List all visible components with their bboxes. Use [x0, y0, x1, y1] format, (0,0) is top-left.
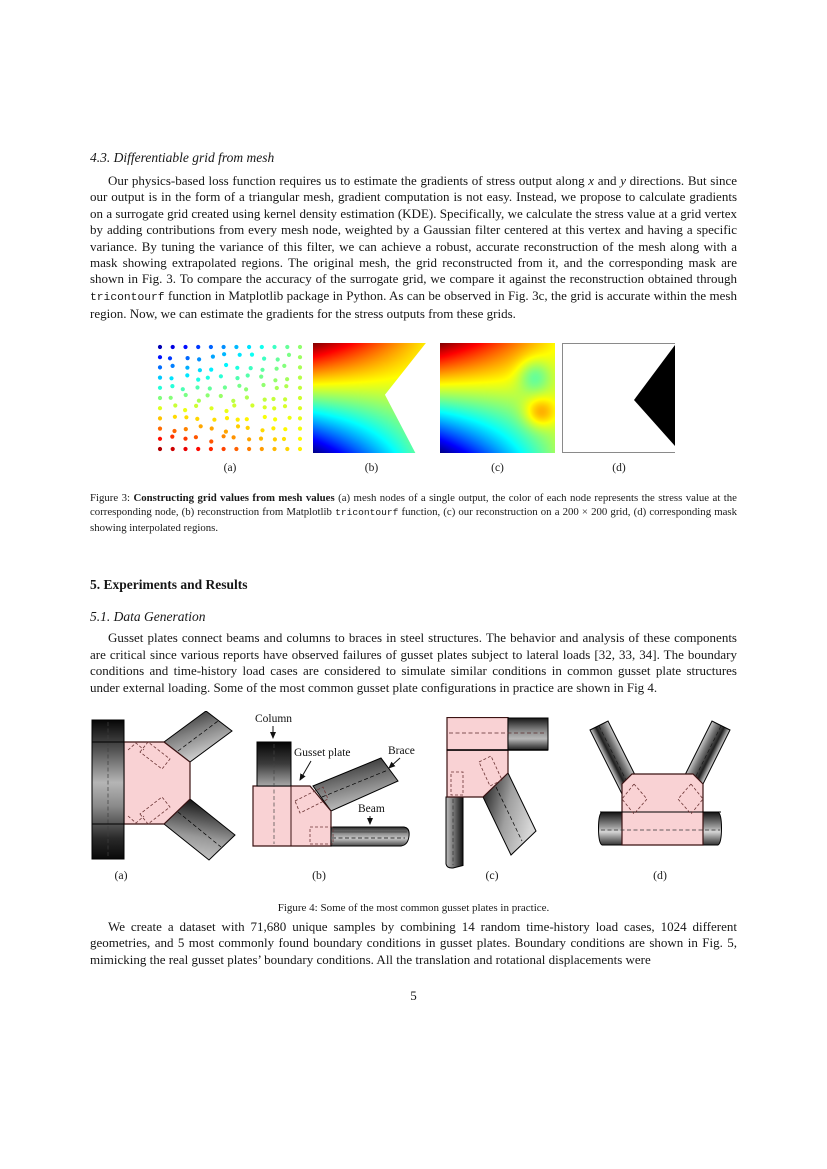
mesh-node-dot [259, 436, 263, 440]
mesh-node-dot [285, 447, 289, 451]
kde-grid-reconstruction [440, 343, 555, 453]
figure-3-label-d: (d) [612, 461, 626, 474]
mesh-node-dot [231, 398, 235, 402]
mesh-node-dot [219, 374, 223, 378]
p1-code-tricontourf: tricontourf [90, 291, 165, 304]
paragraph-5-1: Gusset plates connect beams and columns to braces in steel structures. The behavior and analysis of these components are critical since various reports have observed failures of gusset plates subject to lateral loads [32, 33, 34]. The boundary conditions and time-history load cases are considered to simulate similar conditions in common gusset plate structures under external loading. Some of the most common gusset plate configurations in practice are shown in Fig 4. [90, 630, 737, 695]
section-5-heading: 5. Experiments and Results [90, 577, 248, 593]
mesh-node-dot [194, 435, 198, 439]
paragraph-5-1-b: We create a dataset with 71,680 unique samples by combining 14 random time-history load cases, 1024 different geometries, and 5 most commonly found boundary conditions in gusset plates. Boundary conditions are shown in Fig. 5, mimicking the real gusset plates’ boundary conditions. All the translation and rotational displacements were [90, 919, 737, 967]
mesh-node-dot [273, 437, 277, 441]
mesh-node-dot [236, 417, 240, 421]
figure-3-label-c: (c) [491, 461, 504, 474]
mesh-node-dot [250, 352, 254, 356]
mesh-node-dot [171, 447, 175, 451]
section-5-1-heading: 5.1. Data Generation [90, 609, 206, 625]
mesh-node-dot [272, 406, 276, 410]
mesh-node-dot [169, 376, 173, 380]
mesh-node-dot [298, 355, 302, 359]
mesh-node-dot [272, 447, 276, 451]
fig3-cap-bold: Constructing grid values from mesh values [133, 491, 335, 504]
mesh-node-dot [283, 397, 287, 401]
figure-3-panel-d [562, 343, 676, 453]
mesh-node-dot [224, 429, 228, 433]
mesh-node-dot [235, 376, 239, 380]
mesh-node-dot [262, 356, 266, 360]
figure-4 [90, 711, 737, 889]
figure-3-panels [155, 343, 737, 453]
mesh-node-dot [168, 356, 172, 360]
mesh-node-dot [287, 352, 291, 356]
fig3-cap-prefix: Figure 3: [90, 491, 134, 504]
mesh-node-dot [285, 345, 289, 349]
mesh-node-dot [196, 345, 200, 349]
mesh-node-dot [244, 387, 248, 391]
mesh-node-dot [222, 434, 226, 438]
mesh-node-dot [298, 396, 302, 400]
mesh-node-dot [158, 447, 162, 451]
p1-var-x: x [588, 173, 595, 188]
mesh-node-dot [273, 417, 277, 421]
mesh-node-dot [211, 354, 215, 358]
beam [508, 718, 548, 750]
mesh-node-dot [232, 403, 236, 407]
figure-4-panel-a [90, 711, 238, 869]
mesh-node-dot [198, 368, 202, 372]
mesh-node-dot [194, 403, 198, 407]
section-4-3-heading: 4.3. Differentiable grid from mesh [90, 150, 275, 165]
figure-3-panel-c [440, 343, 555, 453]
beam-left-end [599, 812, 623, 845]
brace [313, 758, 398, 811]
mesh-node-dot [183, 436, 187, 440]
mesh-node-dot [282, 363, 286, 367]
mesh-node-dot [169, 395, 173, 399]
mesh-node-dot [210, 426, 214, 430]
fig3-cap-seg1: (a) mesh nodes of a single output, the color of each node represents the stress value at the corresponding node, (b) reconstruction from Matplotlib [90, 491, 737, 519]
mesh-node-dot [245, 395, 249, 399]
mesh-nodes-scatter [155, 343, 305, 453]
mesh-node-dot [247, 437, 251, 441]
mesh-node-dot [196, 377, 200, 381]
mesh-node-dot [173, 414, 177, 418]
mesh-node-dot [195, 385, 199, 389]
figure-3-label-a: (a) [223, 461, 237, 474]
mesh-node-dot [272, 345, 276, 349]
mesh-node-dot [263, 415, 267, 419]
mesh-node-dot [173, 403, 177, 407]
mesh-node-dot [249, 366, 253, 370]
gusset-config-a-drawing [90, 711, 238, 869]
column-label: Column [255, 713, 293, 726]
beam [331, 827, 409, 846]
mesh-node-dot [232, 435, 236, 439]
paragraph-4-3 [90, 173, 737, 323]
mesh-node-dot [196, 447, 200, 451]
mesh-node-dot [209, 367, 213, 371]
figure-4-label-a: (a) [114, 868, 128, 883]
mesh-node-dot [225, 416, 229, 420]
mesh-node-dot [298, 416, 302, 420]
mesh-node-dot [158, 365, 162, 369]
mesh-node-dot [222, 345, 226, 349]
column [446, 797, 463, 868]
fig3-cap-code: tricontourf [335, 507, 399, 519]
mesh-node-dot [298, 447, 302, 451]
mesh-node-dot [197, 398, 201, 402]
figure-4-label-d: (d) [653, 868, 667, 883]
mesh-node-dot [260, 367, 264, 371]
mesh-node-dot [271, 397, 275, 401]
figure-4-panel-c [440, 717, 555, 870]
mesh-node-dot [197, 357, 201, 361]
p1-seg2: and [594, 173, 621, 188]
mesh-node-dot [158, 375, 162, 379]
figure-4-label-c: (c) [485, 868, 499, 883]
mesh-node-dot [275, 386, 279, 390]
mesh-node-dot [208, 386, 212, 390]
mesh-node-dot [247, 345, 251, 349]
gusset-config-d-drawing [585, 713, 735, 853]
mesh-node-dot [185, 373, 189, 377]
mesh-node-dot [237, 383, 241, 387]
mesh-node-dot [246, 373, 250, 377]
figure-3-label-b: (b) [364, 461, 379, 474]
fig3-cap-seg2: function, (c) our reconstruction on a 200 × 200 grid, (d) corresponding mask showing interpolated regions. [90, 506, 737, 534]
figure-4-panel-b [248, 709, 448, 859]
interpolation-mask [562, 343, 676, 453]
p1-var-y: y [620, 173, 626, 188]
mesh-node-dot [250, 403, 254, 407]
mesh-node-dot [246, 425, 250, 429]
figure-4-label-b: (b) [312, 868, 326, 883]
figure-3 [90, 343, 737, 536]
mesh-node-dot [183, 345, 187, 349]
page-number: 5 [410, 988, 417, 1004]
p1-seg4: function in Matplotlib package in Python. As can be observed in Fig. 3c, the grid is accurate within the mesh region. Now, we can estimate the gradients for the stress outputs from these grids. [90, 287, 737, 322]
p1-seg1: Our physics-based loss function requires us to estimate the gradients of stress output along [108, 173, 589, 188]
mesh-node-dot [247, 447, 251, 451]
mesh-node-dot [183, 408, 187, 412]
mesh-node-dot [273, 378, 277, 382]
mesh-node-dot [234, 345, 238, 349]
mesh-node-dot [185, 365, 189, 369]
mesh-node-dot [172, 429, 176, 433]
gusset-config-c-drawing [440, 717, 555, 870]
tricontourf-reconstruction [313, 343, 430, 453]
mesh-node-dot [158, 406, 162, 410]
mesh-node-dot [195, 416, 199, 420]
mesh-node-dot [223, 385, 227, 389]
mesh-node-dot [298, 365, 302, 369]
mesh-node-dot [263, 397, 267, 401]
figure-3-panel-b [313, 343, 430, 453]
mesh-node-dot [288, 415, 292, 419]
mesh-node-dot [238, 352, 242, 356]
mesh-node-dot [184, 393, 188, 397]
mesh-node-dot [275, 366, 279, 370]
mesh-node-dot [206, 375, 210, 379]
mesh-node-dot [283, 427, 287, 431]
mesh-node-dot [298, 406, 302, 410]
mesh-node-dot [260, 345, 264, 349]
mesh-node-dot [271, 426, 275, 430]
mesh-node-dot [209, 439, 213, 443]
mesh-node-dot [199, 424, 203, 428]
figure-3-panel-a [155, 343, 305, 453]
mesh-node-dot [212, 417, 216, 421]
mesh-node-dot [171, 363, 175, 367]
mesh-node-dot [158, 436, 162, 440]
mesh-node-dot [184, 415, 188, 419]
mesh-node-dot [224, 409, 228, 413]
mesh-node-dot [186, 356, 190, 360]
mesh-node-dot [282, 437, 286, 441]
mesh-node-dot [260, 447, 264, 451]
mesh-node-dot [170, 384, 174, 388]
mesh-node-dot [298, 375, 302, 379]
beam-label: Beam [358, 803, 385, 816]
mesh-node-dot [263, 405, 267, 409]
mesh-node-dot [298, 426, 302, 430]
mesh-node-dot [219, 394, 223, 398]
mesh-node-dot [181, 387, 185, 391]
mesh-node-dot [283, 404, 287, 408]
mesh-node-dot [222, 447, 226, 451]
mesh-node-dot [183, 447, 187, 451]
mesh-node-dot [260, 428, 264, 432]
mesh-node-dot [209, 447, 213, 451]
mesh-node-dot [245, 417, 249, 421]
figure-4-caption: Figure 4: Some of the most common gusset plates in practice. [277, 902, 550, 915]
beam-right-end [703, 812, 722, 845]
mesh-node-dot [158, 416, 162, 420]
mesh-node-dot [259, 374, 263, 378]
figure-3-caption [90, 491, 737, 536]
mesh-node-dot [298, 385, 302, 389]
mesh-node-dot [298, 436, 302, 440]
p1-seg3: directions. But since our output is in the form of a triangular mesh, gradient computation is not easy. Instead, we propose to calculate gradients on a surrogate grid created using kernel density estimation (KDE). Specifically, we calculate the stress value at a grid vertex by adding contributions from every mesh node, weighted by a Gaussian filter centered at this vertex and having a specific variance. By tuning the variance of this filter, we can achieve a robust, accurate reconstruction of the mesh along with a mask showing extrapolated regions. The original mesh, the grid reconstructed from it, and the corresponding mask are shown in Fig. 3. To compare the accuracy of the surrogate grid, we compare it against the reconstruction obtained through [90, 173, 737, 287]
brace-arrow-icon [389, 758, 400, 768]
mesh-node-dot [209, 345, 213, 349]
mesh-node-dot [236, 424, 240, 428]
gusset-plate-arrow-icon [300, 761, 311, 780]
mesh-node-dot [158, 345, 162, 349]
mesh-node-dot [170, 434, 174, 438]
mesh-node-dot [158, 396, 162, 400]
mesh-node-dot [158, 355, 162, 359]
brace-label: Brace [388, 745, 415, 758]
mesh-node-dot [261, 383, 265, 387]
mesh-node-dot [285, 377, 289, 381]
mesh-node-dot [171, 345, 175, 349]
mesh-node-dot [222, 352, 226, 356]
figure-3-labels [155, 462, 737, 474]
gusset-config-b-drawing [248, 709, 448, 859]
mesh-node-dot [209, 406, 213, 410]
mesh-node-dot [276, 357, 280, 361]
mesh-node-dot [184, 427, 188, 431]
figure-4-panel-d [585, 713, 735, 853]
gusset-plate-label: Gusset plate [294, 747, 351, 760]
mesh-node-dot [298, 345, 302, 349]
mesh-node-dot [284, 384, 288, 388]
mesh-node-dot [206, 393, 210, 397]
mesh-node-dot [158, 426, 162, 430]
mesh-node-dot [224, 363, 228, 367]
mesh-node-dot [234, 447, 238, 451]
plate-top-band [447, 718, 508, 751]
mesh-node-dot [158, 385, 162, 389]
mesh-node-dot [235, 365, 239, 369]
